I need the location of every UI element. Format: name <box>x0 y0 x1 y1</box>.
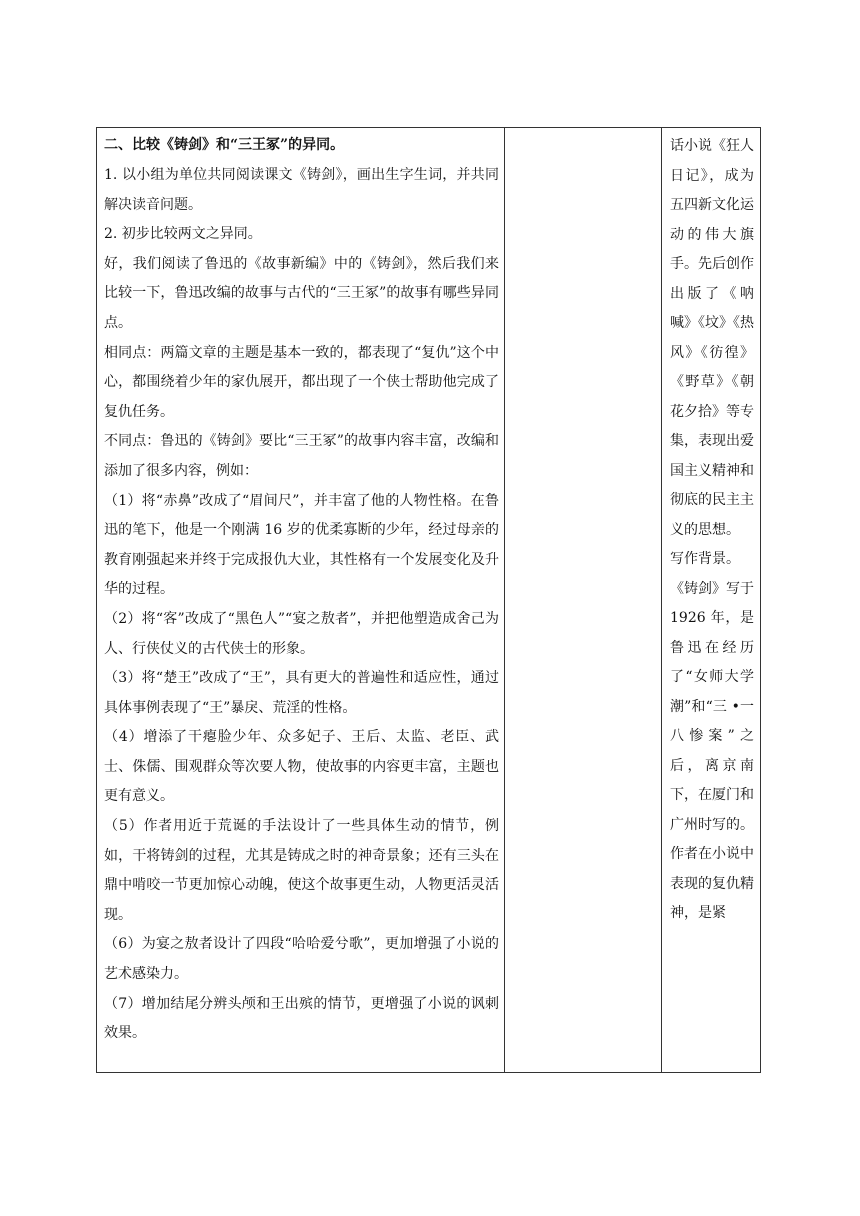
paragraph: （4）增添了干瘪脸少年、众多妃子、王后、太监、老臣、武士、侏儒、围观群众等次要人物，使故事的内容更丰富，主题也更有意义。 <box>104 729 499 805</box>
paragraph: （1）将“赤鼻”改成了“眉间尺”，并丰富了他的人物性格。在鲁迅的笔下，他是一个刚满 16 岁的优柔寡断的少年，经过母亲的教育刚强起来并终于完成报仇大业，其性格有一个发展变化及升华的过程。 <box>104 492 499 598</box>
paragraph: （3）将“楚王”改成了“王”，具有更大的普遍性和适应性，通过具体事例表现了“王”暴戾、荒淫的性格。 <box>104 670 499 716</box>
background-label: 写作背景。 <box>670 551 740 567</box>
section-heading: 二、比较《铸剑》和“三王冢”的异同。 <box>104 137 345 153</box>
background-note: 《铸剑》写于 1926 年，是鲁迅在经历了“女师大学潮”和“三 •一八惨案”之后，离京南下，在厦门和广州时写的。作者在小说中表现的复仇精神，是紧 <box>670 580 754 921</box>
lesson-table <box>96 127 761 1073</box>
paragraph: 2. 初步比较两文之异同。 <box>104 226 262 243</box>
empty-middle-column <box>505 128 662 1072</box>
paragraph: 1. 以小组为单位共同阅读课文《铸剑》，画出生字生词，并共同解决读音问题。 <box>104 167 499 213</box>
notes-column <box>662 128 760 1072</box>
paragraph: 相同点：两篇文章的主题是基本一致的，都表现了“复仇”这个中心，都围绕着少年的家仇展开，都出现了一个侠士帮助他完成了复仇任务。 <box>104 344 499 420</box>
paragraph: （6）为宴之敖者设计了四段“哈哈爱兮歌”，更加增强了小说的艺术感染力。 <box>104 936 499 983</box>
paragraph: 不同点：鲁迅的《铸剑》要比“三王冢”的故事内容丰富，改编和添加了很多内容，例如： <box>104 433 499 479</box>
paragraph: （2）将“客”改成了“黑色人”“宴之敖者”，并把他塑造成舍己为人、行侠仗义的古代侠士的形象。 <box>104 610 499 657</box>
paragraph: （7）增加结尾分辨头颅和王出殡的情节，更增强了小说的讽刺效果。 <box>104 995 499 1042</box>
paragraph: 好，我们阅读了鲁迅的《故事新编》中的《铸剑》，然后我们来比较一下，鲁迅改编的故事与古代的“三王冢”的故事有哪些异同点。 <box>104 255 499 331</box>
teaching-content-column <box>97 128 505 1072</box>
paragraph: （5）作者用近于荒诞的手法设计了一些具体生动的情节，例如，干将铸剑的过程，尤其是铸成之时的神奇景象；还有三头在鼎中啃咬一节更加惊心动魄，使这个故事更生动，人物更活灵活现。 <box>104 818 499 923</box>
author-note: 话小说《狂人日记》，成为五四新文化运动的伟大旗手。先后创作出版了《呐喊》《坟》《热风》《彷徨》《野草》《朝花夕拾》等专集，表现出爱国主义精神和彻底的民主主义的思想。 <box>670 138 754 538</box>
